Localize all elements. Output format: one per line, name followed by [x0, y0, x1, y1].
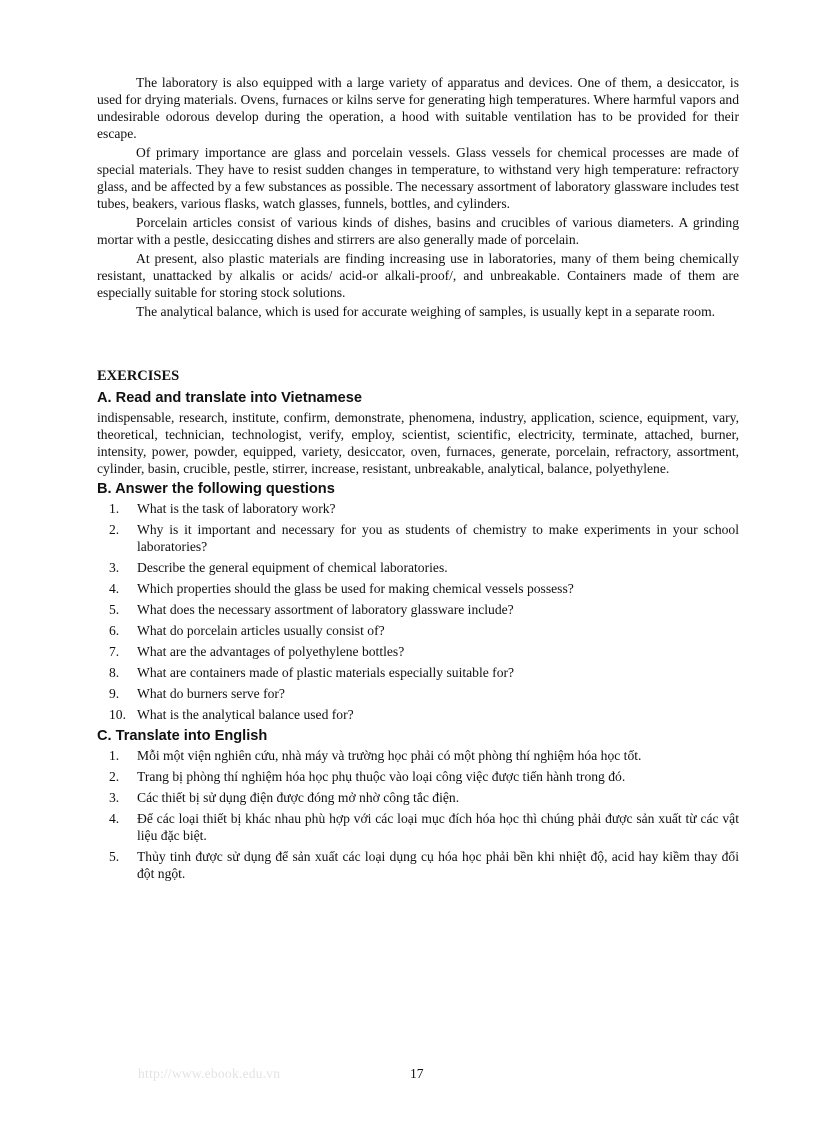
- section-c-heading: C. Translate into English: [97, 728, 268, 744]
- paragraph-apparatus: The laboratory is also equipped with a large variety of apparatus and devices. One of them, a desiccator, is used for drying materials. Ovens, furnaces or kilns serve for generating high temperatures. Where harmful vapors and undesirable odorous develop during the operation, a hood with suitable ventilation has to be provided for their escape.: [97, 75, 739, 141]
- translation-list: [97, 747, 739, 882]
- list-item: 5. Thủy tinh được sử dụng để sản xuất các loại dụng cụ hóa học phải bền khi nhiệt độ, acid hay kiềm thay đổi đột ngột.: [109, 849, 739, 881]
- list-item: 1. What is the task of laboratory work?: [109, 501, 336, 516]
- section-b-heading: B. Answer the following questions: [97, 481, 335, 497]
- vocabulary-list: indispensable, research, institute, confirm, demonstrate, phenomena, industry, application, science, equipment, vary, theoretical, technician, technologist, verify, employ, scientist, scientific, electricity, terminate, attached, burner, intensity, power, powder, equipped, variety, desiccator, oven, furnaces, generate, porcelain, refractory, assortment, cylinder, basin, crucible, pestle, stirrer, increase, resistant, unbreakable, analytical, balance, polyethylene.: [97, 410, 739, 476]
- footer-url: http://www.ebook.edu.vn: [138, 1066, 281, 1081]
- list-item: 9. What do burners serve for?: [109, 686, 285, 701]
- list-item: 5. What does the necessary assortment of laboratory glassware include?: [109, 602, 514, 617]
- body-text: [97, 74, 739, 320]
- list-item: 7. What are the advantages of polyethylene bottles?: [109, 644, 405, 659]
- paragraph-glass-vessels: Of primary importance are glass and porcelain vessels. Glass vessels for chemical processes are made of special materials. They have to resist sudden changes in temperature, to withstand very high temperature: refractory glass, and be affected by a few substances as possible. The necessary assortment of laboratory glassware includes test tubes, beakers, various flasks, watch glasses, funnels, bottles, and cylinders.: [97, 145, 739, 211]
- section-a-heading: A. Read and translate into Vietnamese: [97, 390, 362, 406]
- paragraph-porcelain: Porcelain articles consist of various kinds of dishes, basins and crucibles of various diameters. A grinding mortar with a pestle, desiccating dishes and stirrers are also generally made of porcelain.: [97, 215, 739, 247]
- list-item: 8. What are containers made of plastic materials especially suitable for?: [109, 665, 515, 680]
- list-item: 6. What do porcelain articles usually consist of?: [109, 623, 385, 638]
- list-item: 4. Để các loại thiết bị khác nhau phù hợp với các loại mục đích hóa học thì chúng phải được sản xuất từ các vật liệu đặc biệt.: [109, 811, 739, 843]
- list-item: 3. Các thiết bị sử dụng điện được đóng mở nhờ công tắc điện.: [109, 790, 460, 805]
- list-item: 2. Trang bị phòng thí nghiệm hóa học phụ thuộc vào loại công việc được tiến hành trong đó.: [109, 769, 626, 784]
- exercises-title: EXERCISES: [97, 368, 180, 384]
- list-item: 1. Mỗi một viện nghiên cứu, nhà máy và trường học phải có một phòng thí nghiệm hóa học tốt.: [109, 748, 642, 763]
- questions-list: [97, 500, 739, 723]
- list-item: 4. Which properties should the glass be used for making chemical vessels possess?: [109, 581, 574, 596]
- paragraph-balance: The analytical balance, which is used for accurate weighing of samples, is usually kept in a separate room.: [136, 304, 716, 319]
- page-number: 17: [410, 1066, 424, 1081]
- list-item: 3. Describe the general equipment of chemical laboratories.: [109, 560, 448, 575]
- page-content: [97, 74, 739, 886]
- paragraph-plastic: At present, also plastic materials are finding increasing use in laboratories, many of them being chemically resistant, unattacked by alkalis or acids/ acid-or alkali-proof/, and unbreakable. Containers made of them are especially suitable for storing stock solutions.: [97, 251, 739, 300]
- list-item: 2. Why is it important and necessary for you as students of chemistry to make experiments in your school laboratories?: [109, 522, 739, 554]
- list-item: 10. What is the analytical balance used for?: [109, 707, 354, 722]
